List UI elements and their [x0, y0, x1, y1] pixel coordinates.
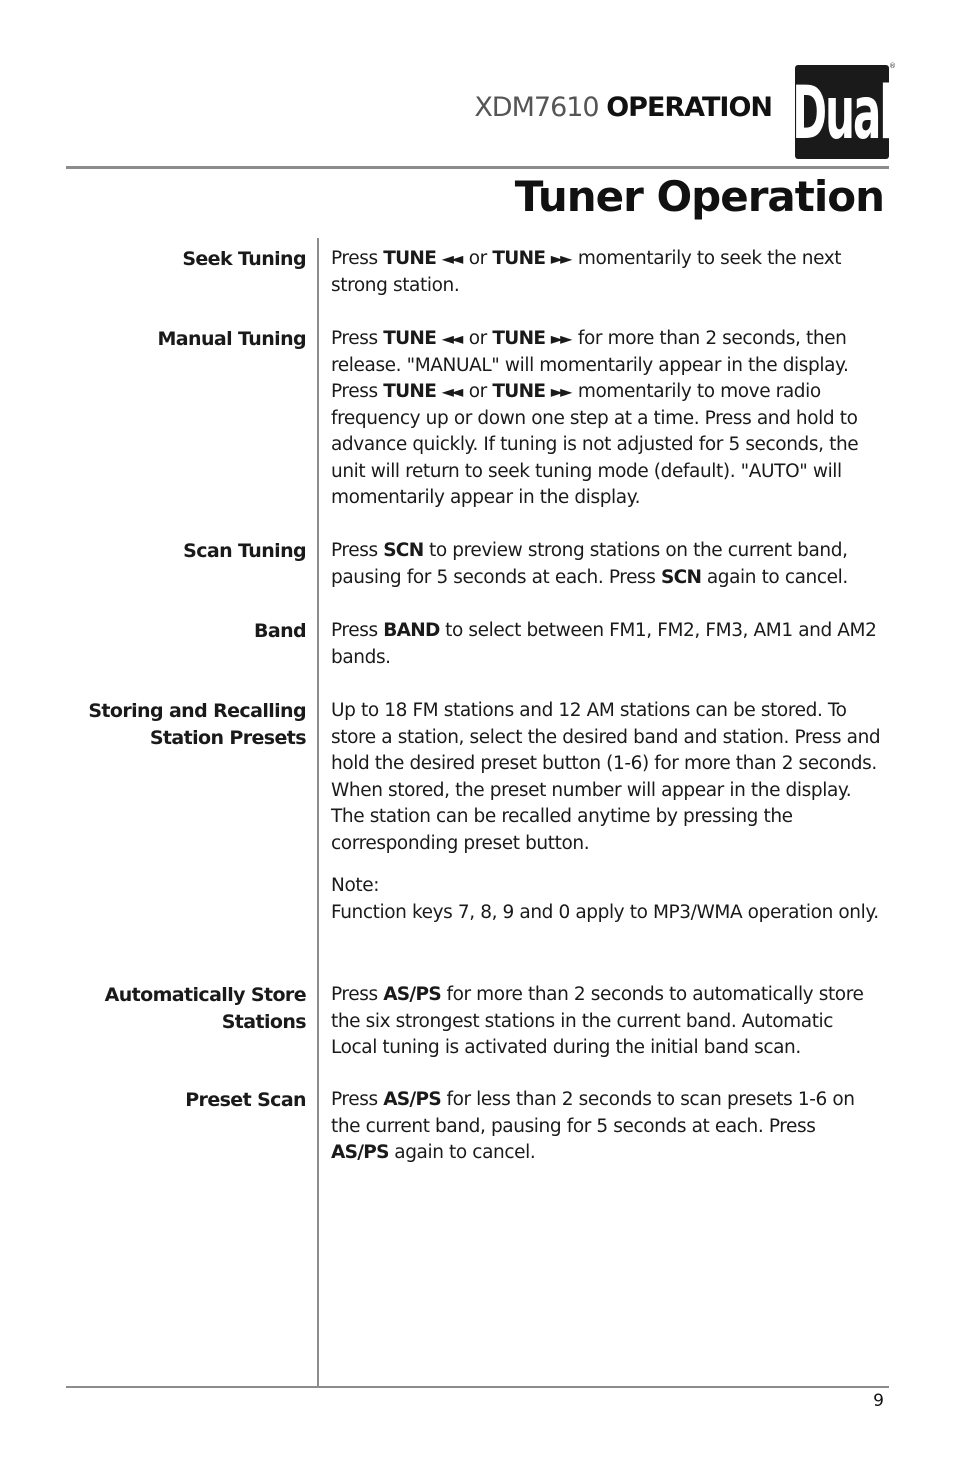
column-divider: [317, 238, 319, 1388]
registered-mark: ®: [889, 62, 896, 70]
section-body: [331, 1087, 883, 1167]
logo-text: Dual: [792, 69, 892, 155]
text-run: for more than 2 seconds, then release. "MANUAL" will momentarily appear in the display. Press: [331, 328, 849, 402]
rewind-icon: ◄◄: [441, 382, 461, 401]
note-text: Function keys 7, 8, 9 and 0 apply to MP3/WMA operation only.: [331, 901, 879, 923]
model-number: XDM7610: [474, 92, 599, 123]
rewind-icon: ◄◄: [441, 329, 461, 348]
key-asps: AS/PS: [383, 1089, 441, 1110]
section-label: Seek Tuning: [182, 248, 306, 270]
key-tune: TUNE: [383, 381, 437, 402]
footer-divider: [66, 1386, 889, 1388]
label-line: Storing and Recalling: [88, 700, 306, 722]
key-tune: TUNE: [492, 381, 546, 402]
label-line: Automatically Store: [104, 984, 306, 1006]
dual-logo: [792, 65, 892, 159]
section-label: [76, 982, 306, 1035]
forward-icon: ►►: [550, 249, 570, 268]
text-run: or: [468, 248, 487, 269]
key-asps: AS/PS: [383, 984, 441, 1005]
text-run: or: [468, 328, 487, 349]
text-run: momentarily to seek the next strong station.: [331, 248, 842, 296]
presets-text: Up to 18 FM stations and 12 AM stations can be stored. To store a station, select the desired band and station. Press and hold the desired preset button (1-6) for more than 2 seconds. When stored, the preset number will appear in the display. The station can be recalled anytime by pressing the corresponding preset button.: [331, 700, 881, 854]
forward-icon: ►►: [550, 329, 570, 348]
text-run: Press: [331, 248, 378, 269]
rewind-icon: ◄◄: [441, 249, 461, 268]
text-run: Press: [331, 1089, 378, 1110]
key-tune: TUNE: [492, 328, 546, 349]
section-body: [331, 326, 883, 512]
section-body: [331, 538, 883, 591]
forward-icon: ►►: [550, 382, 570, 401]
header-divider: [66, 166, 889, 169]
key-band: BAND: [383, 620, 440, 641]
operation-word: OPERATION: [606, 92, 772, 123]
text-run: Press: [331, 984, 378, 1005]
key-scn: SCN: [383, 540, 424, 561]
page-title: Tuner Operation: [514, 172, 884, 221]
section-label: Preset Scan: [185, 1089, 306, 1111]
text-run: or: [468, 381, 487, 402]
key-scn: SCN: [661, 566, 702, 588]
key-tune: TUNE: [383, 248, 437, 269]
text-run: again to cancel.: [394, 1142, 536, 1163]
key-tune: TUNE: [383, 328, 437, 349]
key-asps: AS/PS: [331, 1142, 389, 1163]
section-body: [331, 982, 883, 1062]
section-body: [331, 618, 883, 671]
section-label: Manual Tuning: [157, 328, 306, 350]
text-run: again to cancel.: [706, 566, 848, 588]
label-line: Stations: [221, 1010, 306, 1033]
text-run: for more than 2 seconds to automatically store the six strongest stations in the current band. Automatic Local tuning is activated during the initial band scan.: [331, 984, 864, 1058]
section-label: [76, 698, 306, 751]
text-run: Press: [331, 540, 378, 561]
section-label: Scan Tuning: [183, 540, 306, 562]
note-title: Note:: [331, 875, 380, 896]
section-label: Band: [253, 620, 306, 642]
text-run: Press: [331, 620, 378, 641]
section-body: [331, 698, 883, 926]
text-run: to select between FM1, FM2, FM3, AM1 and AM2 bands.: [331, 620, 877, 668]
text-run: momentarily to move radio frequency up or down one step at a time. Press and hold to advance quickly. If tuning is not adjusted for 5 seconds, the unit will return to seek tuning mode (default). "AUTO" will momentarily appear in the display.: [331, 381, 859, 508]
key-tune: TUNE: [492, 248, 546, 269]
page-number: 9: [873, 1391, 884, 1411]
label-line: Station Presets: [149, 726, 306, 749]
text-run: Press: [331, 328, 378, 349]
text-run: to preview strong stations on the current band, pausing for 5 seconds at each. Press: [331, 540, 848, 588]
header-model-title: [474, 92, 772, 123]
text-run: for less than 2 seconds to scan presets 1-6 on the current band, pausing for 5 seconds at each. Press: [331, 1089, 855, 1137]
section-body: [331, 246, 883, 299]
